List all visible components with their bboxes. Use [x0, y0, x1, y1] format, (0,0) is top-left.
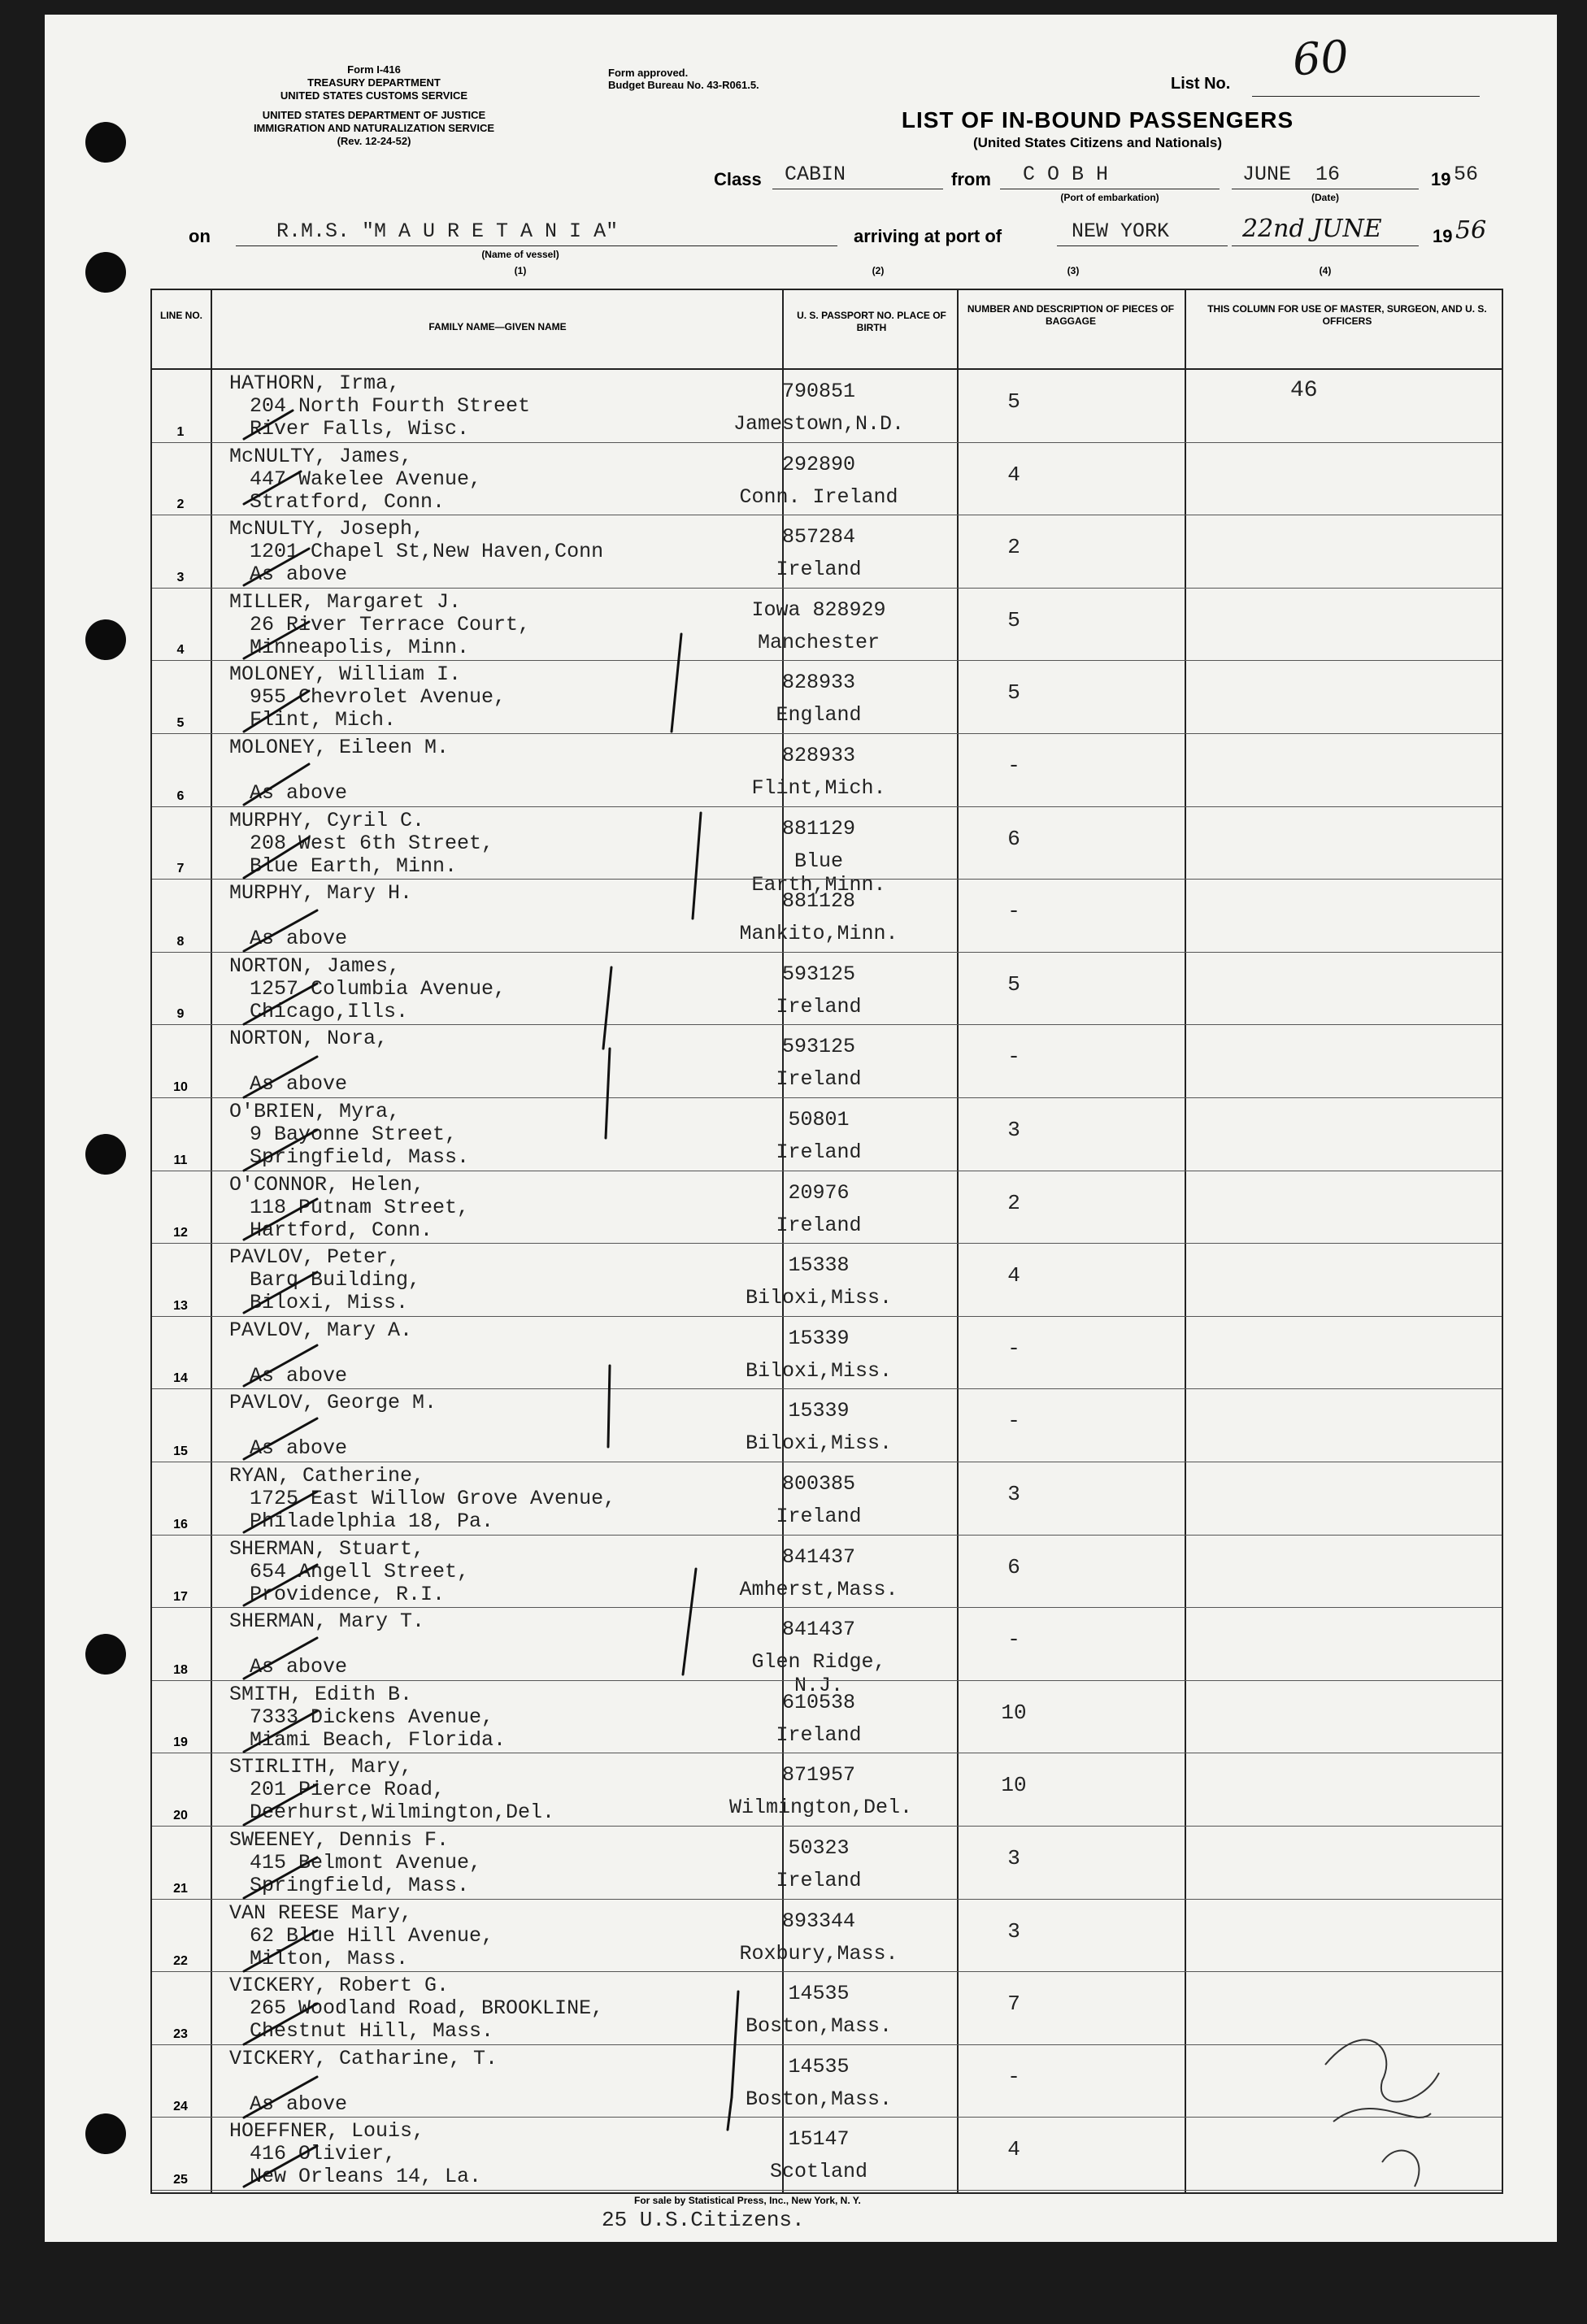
address-line-1: 415 Belmont Avenue, [250, 1851, 482, 1874]
passport-number: 593125 [781, 1035, 855, 1059]
passenger-name: MILLER, Margaret J. [229, 589, 462, 614]
address-line-2: Blue Earth, Minn. [250, 854, 458, 878]
address-line-2: Miami Beach, Florida. [250, 1727, 507, 1752]
address-line-1: 955 Chevrolet Avenue, [250, 685, 507, 710]
table-row [152, 1171, 1502, 1245]
line-number: 11 [173, 1153, 188, 1167]
printer-credit: For sale by Statistical Press, Inc., New York, N. Y. [634, 2195, 861, 2206]
place-of-birth: Manchester [757, 630, 880, 654]
address-line-1: 416 Olivier, [250, 2142, 397, 2166]
line-number: 4 [176, 643, 185, 658]
address-line-2: Philadelphia 18, Pa. [250, 1510, 494, 1533]
line-number: 12 [173, 1226, 188, 1240]
port-caption: (Port of embarkation) [1060, 192, 1159, 203]
table-row [152, 2118, 1502, 2191]
passport-number: 15338 [788, 1253, 850, 1278]
address-line-2: As above [250, 1072, 348, 1097]
address-line-1: 654 Angell Street, [250, 1559, 470, 1583]
on-label: on [189, 226, 211, 246]
address-line-1: 1257 Columbia Avenue, [250, 976, 507, 1001]
baggage-count: 2 [1007, 535, 1020, 560]
place-of-birth: Biloxi,Miss. [745, 1286, 893, 1310]
place-of-birth: Ireland [776, 1140, 862, 1164]
passport-number: 14535 [788, 1982, 850, 2006]
passport-number: 14535 [788, 2054, 850, 2079]
table-row [152, 1389, 1502, 1462]
passenger-name: PAVLOV, Peter, [229, 1245, 401, 1270]
place-of-birth: Wilmington,Del. [729, 1796, 913, 1820]
passport-number: 828933 [781, 744, 855, 767]
passenger-name: PAVLOV, Mary A. [229, 1318, 413, 1342]
passport-number: 800385 [781, 1472, 855, 1496]
place-of-birth: England [776, 703, 862, 728]
baggage-count: 10 [1001, 1700, 1027, 1725]
table-row [152, 1244, 1502, 1317]
header-name: FAMILY NAME—GIVEN NAME [428, 321, 567, 332]
arrival-date-underline [1232, 245, 1419, 246]
page-title: LIST OF IN-BOUND PASSENGERS [901, 107, 1294, 132]
passport-number: 292890 [781, 452, 855, 476]
place-of-birth: Boston,Mass. [745, 2014, 893, 2039]
address-line-2: Chestnut Hill, Mass. [250, 2019, 494, 2044]
address-line-2: River Falls, Wisc. [250, 417, 470, 441]
column-caption-4: (4) [1319, 265, 1332, 276]
address-line-1: 26 River Terrace Court, [250, 612, 531, 636]
line-number: 7 [176, 862, 185, 876]
passenger-name: O'CONNOR, Helen, [229, 1172, 425, 1197]
baggage-count: 4 [1007, 462, 1020, 487]
passenger-name: McNULTY, Joseph, [229, 517, 425, 541]
budget-approval [608, 67, 759, 91]
baggage-count: - [1007, 1409, 1020, 1434]
arrival-port: NEW YORK [1072, 219, 1170, 243]
justice-department: UNITED STATES DEPARTMENT OF JUSTICE [262, 109, 486, 121]
passenger-name: HOEFFNER, Louis, [229, 2119, 425, 2144]
line-number: 23 [173, 2026, 188, 2041]
year-prefix: 19 [1431, 169, 1451, 189]
line-number: 25 [173, 2172, 188, 2187]
passport-number: 20976 [788, 1180, 850, 1205]
line-number: 8 [176, 934, 185, 949]
passport-number: 871957 [781, 1763, 855, 1788]
passport-number: 15147 [788, 2127, 850, 2152]
list-number-line [1252, 96, 1480, 97]
baggage-count: - [1007, 1627, 1020, 1653]
line-number: 6 [176, 788, 185, 803]
passenger-name: MOLONEY, William I. [229, 662, 462, 687]
line-number: 15 [173, 1444, 188, 1458]
date-caption: (Date) [1311, 192, 1339, 203]
line-number: 5 [176, 715, 185, 730]
address-line-2: Minneapolis, Minn. [250, 635, 470, 659]
table-row [152, 1025, 1502, 1098]
arrival-port-underline [1057, 245, 1228, 246]
punch-hole [85, 1634, 126, 1675]
address-line-1: 62 Blue Hill Avenue, [250, 1923, 494, 1948]
table-row [152, 1462, 1502, 1536]
address-line-1: 7333 Dickens Avenue, [250, 1705, 494, 1729]
passport-number: 881129 [781, 816, 855, 841]
passenger-table [150, 289, 1503, 2194]
passport-number: 610538 [781, 1690, 855, 1714]
line-number: 14 [173, 1371, 188, 1386]
budget-bureau: Budget Bureau No. 43-R061.5. [608, 79, 759, 91]
passport-number: 50801 [788, 1108, 850, 1132]
department: TREASURY DEPARTMENT [307, 76, 441, 89]
arrival-year-prefix: 19 [1433, 226, 1453, 246]
passport-number: 841437 [781, 1618, 855, 1642]
passenger-name: SHERMAN, Mary T. [229, 1609, 425, 1634]
table-row [152, 443, 1502, 516]
place-of-birth: Blue Earth,Minn. [751, 849, 886, 897]
baggage-count: 6 [1007, 1554, 1020, 1579]
baggage-count: - [1007, 1336, 1020, 1361]
address-line-2: Providence, R.I. [250, 1582, 446, 1606]
column-caption-2: (2) [872, 265, 885, 276]
baggage-count: - [1007, 754, 1020, 778]
citizens-total: 25 U.S.Citizens. [602, 2208, 805, 2232]
punch-hole [85, 252, 126, 293]
year-value: 56 [1454, 163, 1479, 186]
place-of-birth: Conn. Ireland [739, 484, 898, 509]
baggage-count: 5 [1007, 680, 1020, 706]
punch-hole [85, 1134, 126, 1175]
table-row [152, 370, 1502, 443]
passport-number: 50323 [788, 1836, 850, 1860]
line-number: 21 [173, 1881, 188, 1896]
place-of-birth: Ireland [776, 994, 862, 1019]
address-line-2: As above [250, 1436, 348, 1461]
baggage-count: - [1007, 1045, 1020, 1070]
table-row [152, 661, 1502, 734]
address-line-2: Springfield, Mass. [250, 1145, 470, 1169]
table-row [152, 1098, 1502, 1171]
address-line-1: Barq Building, [250, 1268, 421, 1292]
passenger-name: PAVLOV, George M. [229, 1391, 437, 1415]
table-row [152, 953, 1502, 1026]
passport-number: 881128 [781, 889, 855, 914]
passenger-name: RYAN, Catherine, [229, 1464, 425, 1488]
table-row [152, 1972, 1502, 2045]
table-row [152, 1317, 1502, 1390]
place-of-birth: Amherst,Mass. [739, 1577, 898, 1601]
table-row [152, 880, 1502, 953]
address-line-1: 1201 Chapel St,New Haven,Conn [250, 540, 604, 564]
passenger-name: SWEENEY, Dennis F. [229, 1828, 450, 1852]
address-line-1: 1725 East Willow Grove Avenue, [250, 1487, 616, 1510]
baggage-count: 5 [1007, 607, 1020, 632]
line-number: 20 [173, 1808, 188, 1822]
address-line-2: As above [250, 1655, 348, 1679]
passenger-name: MURPHY, Cyril C. [229, 808, 425, 832]
address-line-2: As above [250, 2092, 348, 2116]
address-line-1: 208 West 6th Street, [250, 831, 494, 855]
address-line-2: As above [250, 1363, 348, 1388]
place-of-birth: Jamestown,N.D. [733, 412, 905, 436]
baggage-count: 5 [1007, 389, 1020, 414]
address-line-1: 204 North Fourth Street [250, 394, 531, 418]
punch-hole [85, 619, 126, 660]
place-of-birth: Boston,Mass. [745, 2087, 893, 2111]
baggage-count: 4 [1007, 1263, 1020, 1288]
baggage-count: 3 [1007, 1118, 1020, 1142]
immigration-service: IMMIGRATION AND NATURALIZATION SERVICE [253, 122, 495, 134]
header-line-no: LINE NO. [159, 310, 202, 321]
line-number: 9 [176, 1007, 185, 1022]
passenger-name: MOLONEY, Eileen M. [229, 736, 450, 759]
vessel-underline [236, 245, 837, 246]
table-row [152, 1753, 1502, 1827]
address-line-1: 118 Putnam Street, [250, 1195, 470, 1219]
passenger-name: VICKERY, Robert G. [229, 1974, 450, 1998]
line-number: 13 [173, 1298, 188, 1313]
address-line-2: Chicago,Ills. [250, 999, 409, 1023]
arrival-year-handwritten: 56 [1455, 216, 1487, 245]
line-number: 1 [176, 424, 185, 439]
place-of-birth: Ireland [776, 1722, 862, 1747]
passport-number: 15339 [788, 1399, 850, 1423]
place-of-birth: Ireland [776, 1213, 862, 1237]
passenger-name: VICKERY, Catharine, T. [229, 2046, 498, 2070]
address-line-2: Biloxi, Miss. [250, 1291, 409, 1315]
passport-number: 15339 [788, 1326, 850, 1350]
line-number: 19 [173, 1735, 188, 1750]
address-line-2: Hartford, Conn. [250, 1218, 433, 1242]
passport-number: 790851 [781, 380, 855, 403]
place-of-birth: Ireland [776, 1869, 862, 1892]
table-row [152, 734, 1502, 807]
place-of-birth: Scotland [769, 2160, 868, 2184]
address-line-2: Stratford, Conn. [250, 489, 446, 514]
column-caption-1: (1) [514, 265, 527, 276]
table-row [152, 1827, 1502, 1900]
baggage-count: - [1007, 899, 1020, 924]
header-baggage: NUMBER AND DESCRIPTION OF PIECES OF BAGGAGE [967, 303, 1175, 327]
officer-note: 46 [1290, 378, 1318, 403]
place-of-birth: Biloxi,Miss. [745, 1358, 893, 1383]
baggage-count: 6 [1007, 826, 1020, 851]
passport-number: 828933 [781, 671, 855, 695]
row-divider [152, 2190, 1502, 2191]
line-number: 17 [173, 1590, 188, 1605]
table-row [152, 515, 1502, 589]
passenger-name: SMITH, Edith B. [229, 1682, 413, 1706]
vessel-name: R.M.S. "M A U R E T A N I A" [276, 219, 619, 243]
address-line-1: 265 Woodland Road, BROOKLINE, [250, 1996, 604, 2021]
baggage-count: 5 [1007, 971, 1020, 997]
baggage-count: 3 [1007, 1846, 1020, 1870]
baggage-count: 4 [1007, 2137, 1020, 2162]
address-line-2: New Orleans 14, La. [250, 2165, 482, 2189]
table-row [152, 589, 1502, 662]
vessel-caption: (Name of vessel) [481, 249, 559, 260]
place-of-birth: Ireland [776, 1067, 862, 1092]
class-label: Class [714, 169, 762, 189]
line-number: 2 [176, 497, 185, 512]
line-number: 18 [173, 1662, 188, 1677]
passport-number: Iowa 828929 [751, 597, 886, 622]
address-line-2: Deerhurst,Wilmington,Del. [250, 1801, 555, 1825]
passenger-name: HATHORN, Irma, [229, 371, 401, 395]
place-of-birth: Biloxi,Miss. [745, 1431, 893, 1456]
address-line-1: 9 Bayonne Street, [250, 1123, 458, 1146]
baggage-count: 2 [1007, 1190, 1020, 1215]
baggage-count: 10 [1001, 1773, 1027, 1798]
line-number: 22 [173, 1954, 188, 1969]
line-number: 16 [173, 1517, 188, 1531]
place-of-birth: Mankito,Minn. [739, 922, 898, 946]
from-label: from [951, 169, 991, 189]
punch-hole [85, 2113, 126, 2154]
passenger-name: STIRLITH, Mary, [229, 1755, 413, 1779]
table-row [152, 2045, 1502, 2118]
header-officers: THIS COLUMN FOR USE OF MASTER, SURGEON, AND U. S. OFFICERS [1207, 303, 1487, 327]
address-line-2: As above [250, 563, 348, 587]
list-number-handwritten: 60 [1290, 30, 1350, 86]
arrival-date-handwritten: 22nd JUNE [1242, 215, 1382, 243]
place-of-birth: Roxbury,Mass. [739, 1941, 898, 1966]
address-line-1: 201 Pierce Road, [250, 1778, 446, 1802]
class-value: CABIN [785, 163, 846, 186]
header-passport: U. S. PASSPORT NO. PLACE OF BIRTH [797, 310, 946, 333]
line-number: 24 [173, 2100, 188, 2114]
form-approved: Form approved. [608, 67, 689, 79]
place-of-birth: Ireland [776, 1505, 862, 1528]
line-number: 3 [176, 570, 185, 584]
passenger-name: VAN REESE Mary, [229, 1900, 413, 1925]
table-row [152, 1900, 1502, 1973]
place-of-birth: Flint,Mich. [751, 776, 886, 800]
line-number: 10 [173, 1079, 188, 1094]
address-line-2: As above [250, 927, 348, 951]
punch-hole [85, 122, 126, 163]
passenger-name: O'BRIEN, Myra, [229, 1100, 401, 1123]
table-row [152, 1681, 1502, 1754]
place-of-birth: Glen Ridge, N.J. [751, 1650, 886, 1698]
arriving-label: arriving at port of [854, 226, 1002, 246]
passenger-name: NORTON, Nora, [229, 1027, 389, 1051]
baggage-count: 3 [1007, 1918, 1020, 1944]
passenger-name: SHERMAN, Stuart, [229, 1536, 425, 1561]
address-line-2: As above [250, 781, 348, 805]
form-identification [130, 63, 618, 148]
departure-date: JUNE 16 [1242, 163, 1341, 186]
address-line-2: Flint, Mich. [250, 708, 397, 732]
address-line-2: Milton, Mass. [250, 1946, 409, 1970]
baggage-count: 7 [1007, 1992, 1020, 2017]
passport-number: 857284 [781, 525, 855, 550]
port-of-embarkation: C O B H [1023, 163, 1109, 186]
address-line-2: Springfield, Mass. [250, 1874, 470, 1897]
form-number: Form I-416 [347, 63, 401, 76]
passenger-name: NORTON, James, [229, 953, 401, 978]
service: UNITED STATES CUSTOMS SERVICE [280, 89, 468, 102]
baggage-count: 3 [1007, 1482, 1020, 1506]
passport-number: 841437 [781, 1544, 855, 1569]
column-caption-3: (3) [1067, 265, 1080, 276]
place-of-birth: Ireland [776, 558, 862, 582]
baggage-count: - [1007, 2064, 1020, 2089]
address-line-1: 447 Wakelee Avenue, [250, 467, 482, 491]
page-subtitle: (United States Citizens and Nationals) [972, 135, 1223, 150]
passport-number: 893344 [781, 1909, 855, 1933]
passenger-name: McNULTY, James, [229, 444, 413, 468]
table-row [152, 1536, 1502, 1609]
passport-number: 593125 [781, 962, 855, 986]
form-revision: (Rev. 12-24-52) [337, 135, 411, 147]
passenger-name: MURPHY, Mary H. [229, 881, 413, 906]
list-number-label: List No. [1171, 75, 1231, 93]
